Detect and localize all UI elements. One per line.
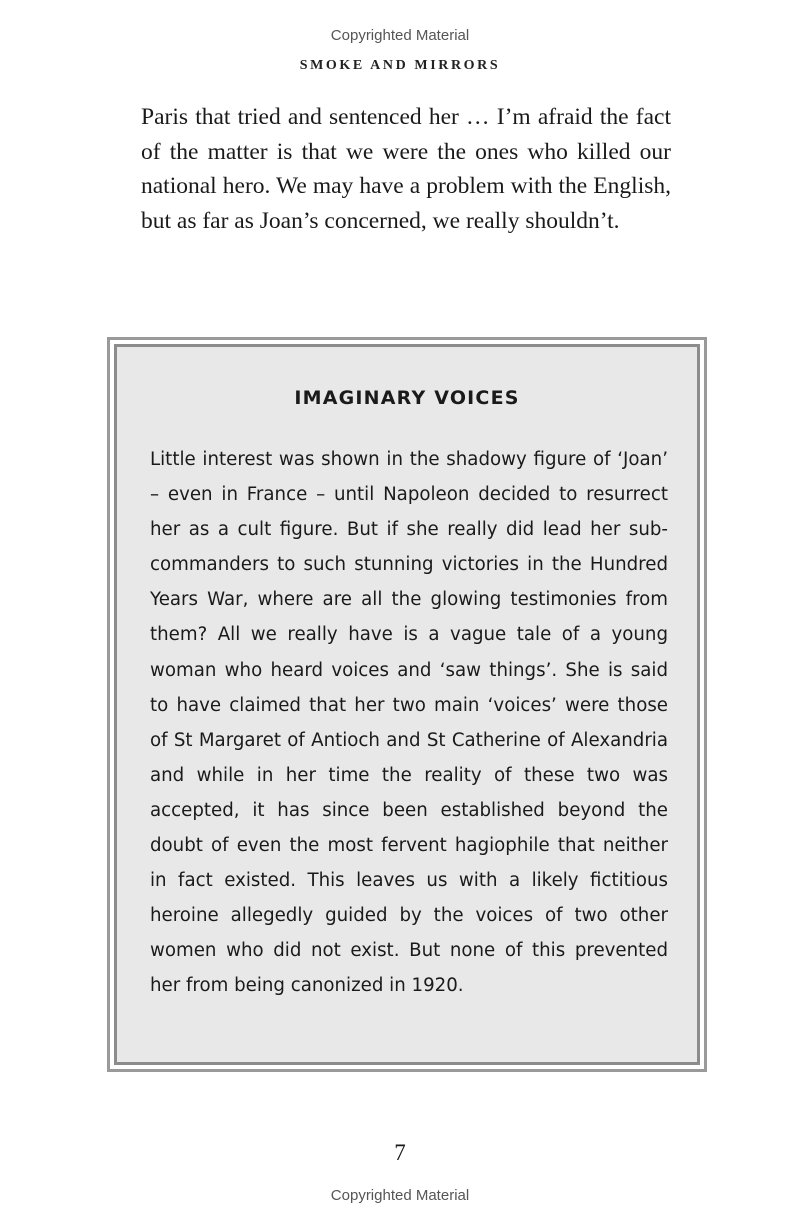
copyright-watermark-top: Copyrighted Material	[330, 27, 470, 44]
body-paragraph: Paris that tried and sentenced her … I’m afraid the fact of the matter is that we were the ones who killed our national hero. We may have a problem with the English, but as far as Joan’s concerned, we really shouldn’t.	[141, 104, 671, 234]
sidebar-box-inner	[114, 344, 700, 1065]
running-head: SMOKE AND MIRRORS	[299, 58, 501, 73]
sidebar-box-text: Little interest was shown in the shadowy figure of ‘Joan’ – even in France – until Napoleon decided to resurrect her as a cult figure. But if she really did lead her sub-commanders to such stunning victories in the Hundred Years War, where are all the glowing testimonies from them? All we really have is a vague tale of a young woman who heard voices and ‘saw things’. She is said to have claimed that her two main ‘voices’ were those of St Margaret of Antioch and St Catherine of Alexandria and while in her time the reality of these two was accepted, it has since been established beyond the doubt of even the most fervent hagiophile that neither in fact existed. This leaves us with a likely fictitious heroine allegedly guided by the voices of two other women who did not exist. But none of this prevented her from being canonized in 1920.	[150, 449, 668, 997]
page-number: 7	[394, 1140, 406, 1165]
copyright-watermark-bottom: Copyrighted Material	[330, 1187, 470, 1204]
sidebar-box-title: IMAGINARY VOICES	[294, 387, 520, 409]
sidebar-box	[107, 337, 707, 1072]
